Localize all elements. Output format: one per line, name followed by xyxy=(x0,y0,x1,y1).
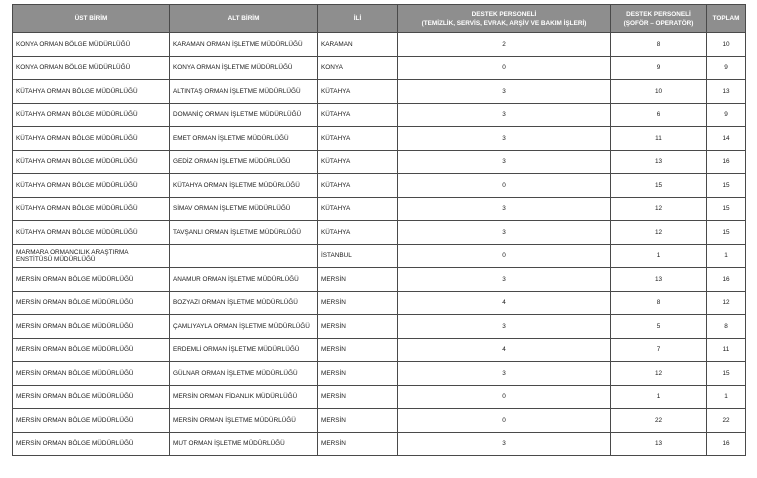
cell-toplam: 22 xyxy=(707,409,746,433)
cell-ili: KONYA xyxy=(318,56,398,80)
cell-destek-temizlik: 3 xyxy=(398,268,611,292)
header-destek1-line1: DESTEK PERSONELİ xyxy=(471,10,537,18)
cell-alt-birim: KARAMAN ORMAN İŞLETME MÜDÜRLÜĞÜ xyxy=(170,33,318,57)
cell-alt-birim: MERSİN ORMAN İŞLETME MÜDÜRLÜĞÜ xyxy=(170,409,318,433)
cell-destek-sofor: 1 xyxy=(611,244,707,268)
cell-ust-birim: MARMARA ORMANCILIK ARAŞTIRMA ENSTİTÜSÜ MÜDÜRLÜĞÜ xyxy=(13,244,170,268)
header-destek-personeli-temizlik xyxy=(398,5,611,33)
cell-destek-sofor: 22 xyxy=(611,409,707,433)
cell-toplam: 8 xyxy=(707,315,746,339)
cell-destek-temizlik: 3 xyxy=(398,315,611,339)
cell-toplam: 10 xyxy=(707,33,746,57)
cell-ili: MERSİN xyxy=(318,315,398,339)
cell-ili: KÜTAHYA xyxy=(318,174,398,198)
cell-ust-birim: MERSİN ORMAN BÖLGE MÜDÜRLÜĞÜ xyxy=(13,268,170,292)
cell-alt-birim: EMET ORMAN İŞLETME MÜDÜRLÜĞÜ xyxy=(170,127,318,151)
header-destek1-line2: (TEMİZLİK, SERVİS, EVRAK, ARŞİV VE BAKIM İŞLERİ) xyxy=(421,19,587,27)
cell-toplam: 13 xyxy=(707,80,746,104)
cell-toplam: 15 xyxy=(707,197,746,221)
cell-alt-birim: MUT ORMAN İŞLETME MÜDÜRLÜĞÜ xyxy=(170,432,318,456)
header-destek2-line2: (ŞOFÖR – OPERATÖR) xyxy=(623,19,694,27)
header-ili: İLİ xyxy=(318,5,398,33)
table-row xyxy=(13,432,746,456)
cell-destek-sofor: 5 xyxy=(611,315,707,339)
table-row xyxy=(13,338,746,362)
cell-ust-birim: KÜTAHYA ORMAN BÖLGE MÜDÜRLÜĞÜ xyxy=(13,150,170,174)
cell-toplam: 15 xyxy=(707,362,746,386)
header-destek2-line1: DESTEK PERSONELİ xyxy=(626,10,691,18)
table-row xyxy=(13,244,746,268)
cell-destek-sofor: 9 xyxy=(611,56,707,80)
table-container xyxy=(12,4,746,456)
cell-ili: MERSİN xyxy=(318,362,398,386)
table-row xyxy=(13,127,746,151)
cell-destek-sofor: 1 xyxy=(611,385,707,409)
table-row xyxy=(13,103,746,127)
cell-toplam: 16 xyxy=(707,150,746,174)
cell-toplam: 15 xyxy=(707,221,746,245)
cell-destek-sofor: 6 xyxy=(611,103,707,127)
cell-ili: MERSİN xyxy=(318,432,398,456)
cell-destek-sofor: 12 xyxy=(611,221,707,245)
cell-destek-temizlik: 4 xyxy=(398,338,611,362)
cell-ust-birim: MERSİN ORMAN BÖLGE MÜDÜRLÜĞÜ xyxy=(13,315,170,339)
cell-toplam: 12 xyxy=(707,291,746,315)
cell-ili: KÜTAHYA xyxy=(318,103,398,127)
cell-ili: MERSİN xyxy=(318,268,398,292)
cell-destek-temizlik: 2 xyxy=(398,33,611,57)
cell-destek-sofor: 15 xyxy=(611,174,707,198)
cell-destek-temizlik: 3 xyxy=(398,221,611,245)
cell-destek-sofor: 11 xyxy=(611,127,707,151)
cell-destek-temizlik: 0 xyxy=(398,56,611,80)
cell-ust-birim: KÜTAHYA ORMAN BÖLGE MÜDÜRLÜĞÜ xyxy=(13,103,170,127)
cell-alt-birim: BOZYAZI ORMAN İŞLETME MÜDÜRLÜĞÜ xyxy=(170,291,318,315)
cell-destek-sofor: 8 xyxy=(611,33,707,57)
cell-alt-birim: SİMAV ORMAN İŞLETME MÜDÜRLÜĞÜ xyxy=(170,197,318,221)
cell-ust-birim: KONYA ORMAN BÖLGE MÜDÜRLÜĞÜ xyxy=(13,56,170,80)
cell-alt-birim: ERDEMLİ ORMAN İŞLETME MÜDÜRLÜĞÜ xyxy=(170,338,318,362)
cell-toplam: 14 xyxy=(707,127,746,151)
cell-toplam: 16 xyxy=(707,268,746,292)
table-row xyxy=(13,150,746,174)
cell-ili: MERSİN xyxy=(318,409,398,433)
cell-toplam: 9 xyxy=(707,103,746,127)
cell-alt-birim: DOMANİÇ ORMAN İŞLETME MÜDÜRLÜĞÜ xyxy=(170,103,318,127)
cell-destek-sofor: 7 xyxy=(611,338,707,362)
cell-destek-temizlik: 3 xyxy=(398,103,611,127)
table-row xyxy=(13,291,746,315)
cell-toplam: 9 xyxy=(707,56,746,80)
cell-alt-birim: GÜLNAR ORMAN İŞLETME MÜDÜRLÜĞÜ xyxy=(170,362,318,386)
cell-destek-sofor: 13 xyxy=(611,150,707,174)
cell-alt-birim: KÜTAHYA ORMAN İŞLETME MÜDÜRLÜĞÜ xyxy=(170,174,318,198)
cell-destek-temizlik: 4 xyxy=(398,291,611,315)
cell-alt-birim: ANAMUR ORMAN İŞLETME MÜDÜRLÜĞÜ xyxy=(170,268,318,292)
cell-destek-temizlik: 0 xyxy=(398,244,611,268)
cell-toplam: 16 xyxy=(707,432,746,456)
cell-alt-birim: TAVŞANLI ORMAN İŞLETME MÜDÜRLÜĞÜ xyxy=(170,221,318,245)
table-row xyxy=(13,197,746,221)
cell-toplam: 1 xyxy=(707,244,746,268)
cell-destek-temizlik: 3 xyxy=(398,432,611,456)
table-row xyxy=(13,221,746,245)
header-toplam: TOPLAM xyxy=(707,5,746,33)
cell-alt-birim: GEDİZ ORMAN İŞLETME MÜDÜRLÜĞÜ xyxy=(170,150,318,174)
cell-destek-temizlik: 0 xyxy=(398,385,611,409)
cell-ust-birim: MERSİN ORMAN BÖLGE MÜDÜRLÜĞÜ xyxy=(13,409,170,433)
cell-alt-birim: MERSİN ORMAN FİDANLIK MÜDÜRLÜĞÜ xyxy=(170,385,318,409)
cell-ust-birim: KÜTAHYA ORMAN BÖLGE MÜDÜRLÜĞÜ xyxy=(13,127,170,151)
table-row xyxy=(13,56,746,80)
cell-ili: KARAMAN xyxy=(318,33,398,57)
cell-destek-sofor: 13 xyxy=(611,432,707,456)
cell-ust-birim: MERSİN ORMAN BÖLGE MÜDÜRLÜĞÜ xyxy=(13,338,170,362)
table-row xyxy=(13,80,746,104)
cell-ust-birim: KÜTAHYA ORMAN BÖLGE MÜDÜRLÜĞÜ xyxy=(13,80,170,104)
table-row xyxy=(13,33,746,57)
cell-destek-sofor: 10 xyxy=(611,80,707,104)
cell-alt-birim: ALTINTAŞ ORMAN İŞLETME MÜDÜRLÜĞÜ xyxy=(170,80,318,104)
cell-ili: KÜTAHYA xyxy=(318,150,398,174)
cell-destek-temizlik: 3 xyxy=(398,80,611,104)
header-alt-birim: ALT BİRİM xyxy=(170,5,318,33)
header-destek-personeli-sofor xyxy=(611,5,707,33)
cell-ili: İSTANBUL xyxy=(318,244,398,268)
header-ust-birim: ÜST BİRİM xyxy=(13,5,170,33)
table-row xyxy=(13,268,746,292)
cell-alt-birim: KONYA ORMAN İŞLETME MÜDÜRLÜĞÜ xyxy=(170,56,318,80)
cell-ust-birim: MERSİN ORMAN BÖLGE MÜDÜRLÜĞÜ xyxy=(13,362,170,386)
cell-ili: MERSİN xyxy=(318,338,398,362)
cell-destek-temizlik: 3 xyxy=(398,127,611,151)
cell-destek-temizlik: 3 xyxy=(398,197,611,221)
cell-ili: KÜTAHYA xyxy=(318,127,398,151)
cell-ili: KÜTAHYA xyxy=(318,221,398,245)
cell-destek-temizlik: 0 xyxy=(398,174,611,198)
header-row xyxy=(13,5,746,33)
cell-ust-birim: KONYA ORMAN BÖLGE MÜDÜRLÜĞÜ xyxy=(13,33,170,57)
cell-ust-birim: MERSİN ORMAN BÖLGE MÜDÜRLÜĞÜ xyxy=(13,432,170,456)
cell-ust-birim: KÜTAHYA ORMAN BÖLGE MÜDÜRLÜĞÜ xyxy=(13,221,170,245)
cell-ili: MERSİN xyxy=(318,291,398,315)
cell-ust-birim: KÜTAHYA ORMAN BÖLGE MÜDÜRLÜĞÜ xyxy=(13,197,170,221)
table-row xyxy=(13,315,746,339)
table-row xyxy=(13,385,746,409)
cell-destek-temizlik: 0 xyxy=(398,409,611,433)
personnel-table xyxy=(12,4,746,456)
cell-toplam: 11 xyxy=(707,338,746,362)
cell-toplam: 1 xyxy=(707,385,746,409)
table-body xyxy=(13,33,746,456)
cell-alt-birim xyxy=(170,244,318,268)
cell-ili: KÜTAHYA xyxy=(318,80,398,104)
cell-destek-sofor: 13 xyxy=(611,268,707,292)
cell-destek-temizlik: 3 xyxy=(398,362,611,386)
cell-ust-birim: MERSİN ORMAN BÖLGE MÜDÜRLÜĞÜ xyxy=(13,385,170,409)
table-row xyxy=(13,174,746,198)
cell-alt-birim: ÇAMLIYAYLA ORMAN İŞLETME MÜDÜRLÜĞÜ xyxy=(170,315,318,339)
cell-ust-birim: KÜTAHYA ORMAN BÖLGE MÜDÜRLÜĞÜ xyxy=(13,174,170,198)
cell-destek-sofor: 12 xyxy=(611,362,707,386)
cell-ust-birim: MERSİN ORMAN BÖLGE MÜDÜRLÜĞÜ xyxy=(13,291,170,315)
cell-destek-sofor: 8 xyxy=(611,291,707,315)
cell-toplam: 15 xyxy=(707,174,746,198)
cell-ili: KÜTAHYA xyxy=(318,197,398,221)
cell-destek-temizlik: 3 xyxy=(398,150,611,174)
cell-destek-sofor: 12 xyxy=(611,197,707,221)
table-row xyxy=(13,409,746,433)
table-row xyxy=(13,362,746,386)
cell-ili: MERSİN xyxy=(318,385,398,409)
